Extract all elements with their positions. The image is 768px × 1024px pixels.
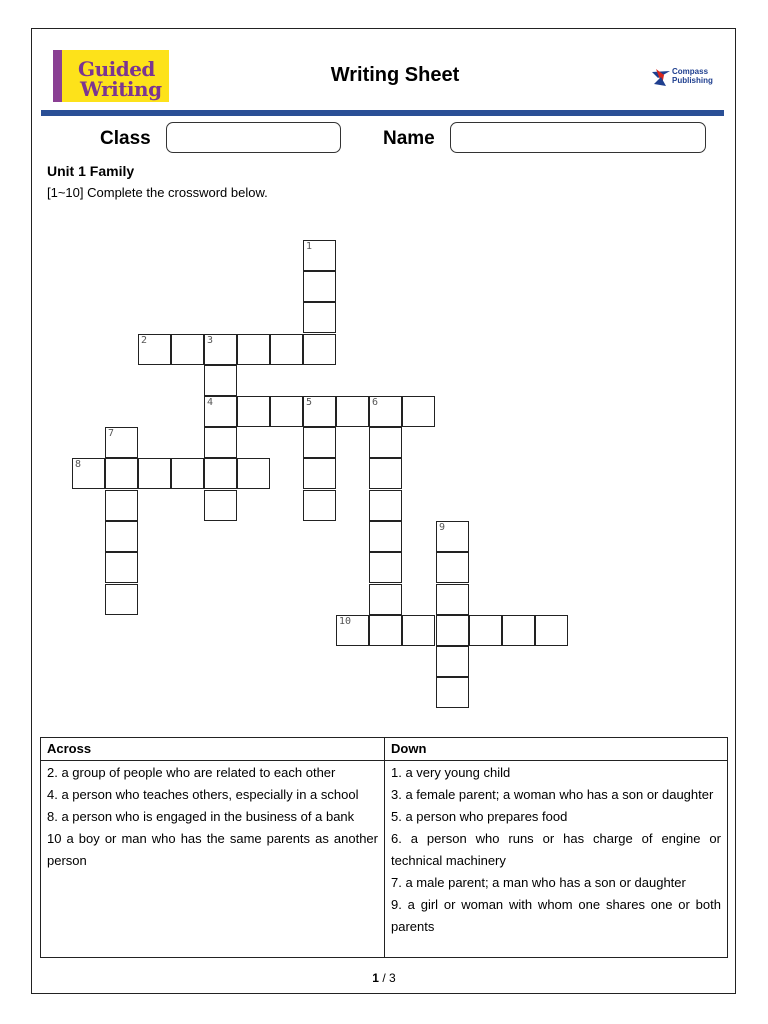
down-clue: 3. a female parent; a woman who has a son or daughter [391, 787, 714, 802]
across-clue: 8. a person who is engaged in the business of a bank [47, 809, 355, 824]
clue-number: 9 [439, 522, 446, 533]
logo-text-line1: Guided [78, 57, 155, 81]
page-indicator [340, 971, 428, 985]
crossword-cell[interactable] [369, 521, 402, 552]
across-clue: 10 a boy or man who has the same parents as another person [47, 831, 378, 868]
across-clues-cell [41, 761, 385, 958]
crossword-cell[interactable] [105, 458, 138, 489]
crossword-cell[interactable] [369, 458, 402, 489]
crossword-cell[interactable] [469, 615, 502, 646]
clue-number: 4 [207, 397, 214, 408]
crossword-cell[interactable] [303, 396, 336, 427]
publisher-logo [650, 66, 720, 88]
logo-stripe [53, 50, 62, 102]
crossword-cell[interactable] [436, 584, 469, 615]
clue-number: 3 [207, 335, 214, 346]
crossword-cell[interactable] [369, 584, 402, 615]
crossword-cell[interactable] [72, 458, 105, 489]
crossword-cell[interactable] [436, 615, 469, 646]
crossword-cell[interactable] [171, 458, 204, 489]
page-current: 1 [372, 971, 379, 985]
down-clue: 1. a very young child [391, 765, 511, 780]
crossword-cell[interactable] [336, 396, 369, 427]
crossword-cell[interactable] [436, 677, 469, 708]
class-label: Class [100, 128, 151, 149]
crossword-cell[interactable] [303, 427, 336, 458]
crossword-cell[interactable] [303, 240, 336, 271]
crossword-cell[interactable] [105, 427, 138, 458]
crossword-cell[interactable] [270, 396, 303, 427]
crossword-cell[interactable] [436, 552, 469, 583]
crossword-cell[interactable] [105, 490, 138, 521]
crossword-cell[interactable] [303, 458, 336, 489]
crossword-cell[interactable] [303, 490, 336, 521]
publisher-name [672, 67, 713, 85]
crossword-cell[interactable] [105, 584, 138, 615]
crossword-cell[interactable] [369, 552, 402, 583]
name-field[interactable] [450, 122, 706, 153]
crossword-cell[interactable] [303, 271, 336, 302]
down-clues-cell [385, 761, 728, 958]
crossword-cell[interactable] [237, 334, 270, 365]
crossword-cell[interactable] [369, 615, 402, 646]
crossword-cell[interactable] [535, 615, 568, 646]
page-separator: / [382, 971, 386, 985]
clue-number: 5 [306, 397, 313, 408]
guided-writing-logo [53, 50, 169, 102]
crossword-cell[interactable] [204, 334, 237, 365]
down-clue: 7. a male parent; a man who has a son or daughter [391, 875, 686, 890]
crossword-cell[interactable] [402, 615, 435, 646]
crossword-cell[interactable] [369, 427, 402, 458]
crossword-cell[interactable] [204, 490, 237, 521]
crossword-cell[interactable] [436, 521, 469, 552]
page-total: 3 [389, 971, 396, 985]
down-clue: 5. a person who prepares food [391, 809, 568, 824]
publisher-line2: Publishing [672, 76, 713, 85]
unit-title: Unit 1 Family [47, 163, 135, 179]
across-header: Across [41, 738, 385, 761]
crossword-cell[interactable] [138, 334, 171, 365]
across-clue: 2. a group of people who are related to each other [47, 765, 336, 780]
across-clue: 4. a person who teaches others, especially in a school [47, 787, 359, 802]
clue-number: 1 [306, 241, 313, 252]
clue-number: 10 [339, 616, 352, 627]
down-clue: 9. a girl or woman with whom one shares one or both parents [391, 897, 721, 934]
crossword-cell[interactable] [204, 365, 237, 396]
crossword-cell[interactable] [502, 615, 535, 646]
crossword-cell[interactable] [204, 427, 237, 458]
crossword-cell[interactable] [171, 334, 204, 365]
crossword-cell[interactable] [303, 302, 336, 333]
down-clue: 6. a person who runs or has charge of engine or technical machinery [391, 831, 721, 868]
crossword-cell[interactable] [204, 396, 237, 427]
crossword-cell[interactable] [105, 552, 138, 583]
down-header: Down [385, 738, 728, 761]
crossword-cell[interactable] [204, 458, 237, 489]
clue-number: 8 [75, 459, 82, 470]
crossword-cell[interactable] [369, 396, 402, 427]
instruction-text: [1~10] Complete the crossword below. [47, 185, 268, 200]
crossword-cell[interactable] [237, 458, 270, 489]
crossword-cell[interactable] [402, 396, 435, 427]
crossword-cell[interactable] [138, 458, 171, 489]
crossword-cell[interactable] [436, 646, 469, 677]
clue-number: 7 [108, 428, 115, 439]
crossword-cell[interactable] [303, 334, 336, 365]
crossword-cell[interactable] [369, 490, 402, 521]
page-title: Writing Sheet [330, 64, 460, 86]
crossword-cell[interactable] [336, 615, 369, 646]
clues-table [40, 737, 728, 958]
class-field[interactable] [166, 122, 341, 153]
publisher-line1: Compass [672, 67, 709, 76]
publisher-star-icon [650, 66, 672, 88]
crossword-cell[interactable] [237, 396, 270, 427]
crossword-cell[interactable] [105, 521, 138, 552]
name-label: Name [383, 128, 435, 149]
header-rule [41, 110, 724, 116]
logo-text-line2: Writing [80, 77, 162, 101]
crossword-cell[interactable] [270, 334, 303, 365]
clue-number: 2 [141, 335, 148, 346]
clue-number: 6 [372, 397, 379, 408]
